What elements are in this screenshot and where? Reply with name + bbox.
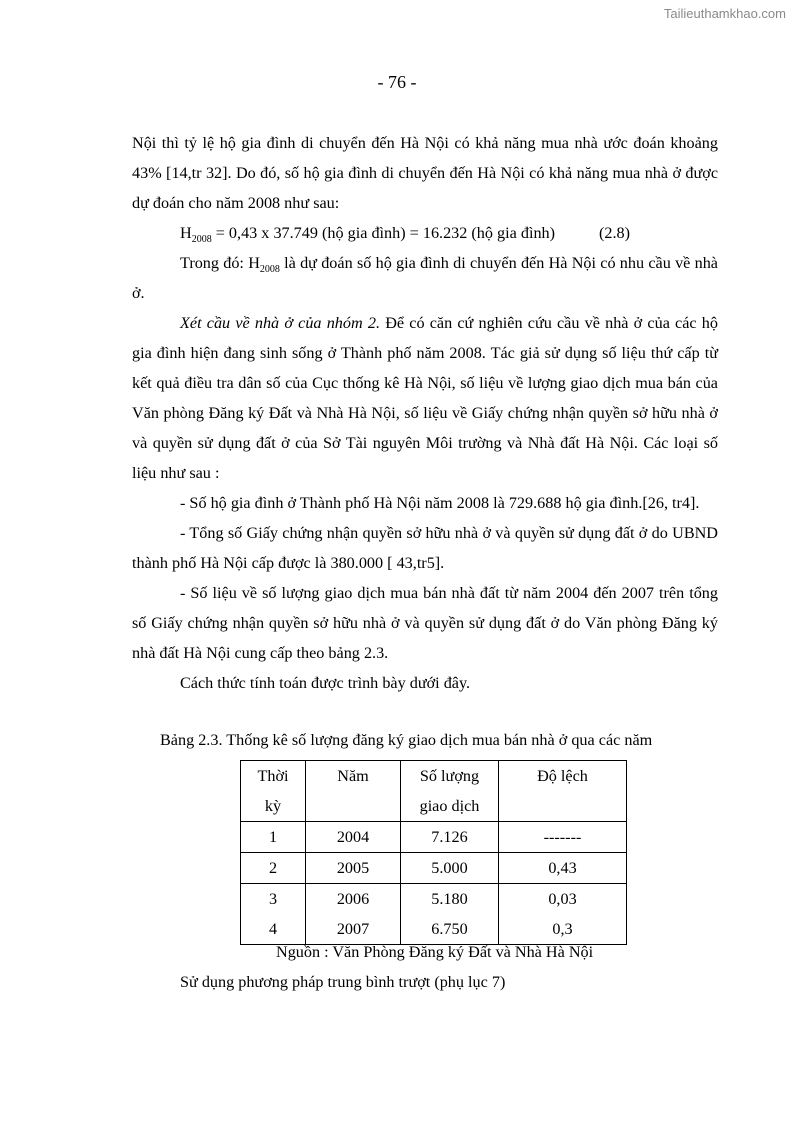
cell-count: 7.126 bbox=[401, 822, 499, 853]
formula-lhs: H bbox=[180, 224, 192, 242]
paragraph-2-post: là dự đoán số hộ gia đình di chuyển đến Hà Nội có nhu cầu về nhà ở. bbox=[132, 254, 718, 302]
table-caption: Bảng 2.3. Thống kê số lượng đăng ký giao dịch mua bán nhà ở qua các năm bbox=[160, 731, 653, 749]
header-period: Thời kỳ bbox=[241, 761, 306, 822]
table-source: Nguồn : Văn Phòng Đăng ký Đất và Nhà Hà Nội bbox=[276, 943, 594, 961]
paragraph-5: Sử dụng phương pháp trung bình trượt (phụ lục 7) bbox=[180, 973, 506, 991]
cell-period: 4 bbox=[241, 914, 306, 945]
paragraph-2-subscript: 2008 bbox=[259, 264, 280, 276]
paragraph-2-pre: Trong đó: H bbox=[180, 254, 260, 272]
cell-year: 2007 bbox=[306, 914, 401, 945]
paragraph-1: Nội thì tỷ lệ hộ gia đình di chuyển đến Hà Nội có khả năng mua nhà ước đoán khoảng 43% [14,tr 32]. Do đó, số hộ gia đình di chuyển đến Hà Nội có khả năng mua nhà ở được dự đoán cho năm 2008 như sau: bbox=[132, 134, 718, 212]
cell-deviation: 0,43 bbox=[499, 853, 627, 884]
paragraph-2 bbox=[132, 248, 718, 308]
paragraph-3 bbox=[132, 308, 718, 488]
formula-rhs: = 0,43 x 37.749 (hộ gia đình) = 16.232 (hộ gia đình) bbox=[211, 224, 556, 242]
cell-period: 1 bbox=[241, 822, 306, 853]
transaction-table bbox=[240, 760, 627, 945]
cell-period: 2 bbox=[241, 853, 306, 884]
table-row bbox=[241, 884, 627, 915]
equation-number: (2.8) bbox=[599, 224, 631, 242]
cell-count: 6.750 bbox=[401, 914, 499, 945]
cell-year: 2005 bbox=[306, 853, 401, 884]
table-row bbox=[241, 853, 627, 884]
body-text bbox=[132, 128, 718, 698]
cell-deviation: ------- bbox=[499, 822, 627, 853]
bullet-item: - Số hộ gia đình ở Thành phố Hà Nội năm 2008 là 729.688 hộ gia đình.[26, tr4]. bbox=[180, 494, 700, 512]
paragraph-3-italic-heading: Xét cầu về nhà ở của nhóm 2. bbox=[180, 314, 381, 332]
header-count: Số lượng giao dịch bbox=[401, 761, 499, 822]
bullet-item: - Số liệu về số lượng giao dịch mua bán nhà đất từ năm 2004 đến 2007 trên tổng số Giấy chứng nhận quyền sở hữu nhà ở và quyền sử dụng đất ở do Văn phòng Đăng ký nhà đất Hà Nội cung cấp theo bảng 2.3. bbox=[132, 584, 718, 662]
table-row bbox=[241, 822, 627, 853]
table-row bbox=[241, 914, 627, 945]
formula-lhs-subscript: 2008 bbox=[191, 234, 212, 246]
paragraph-4: Cách thức tính toán được trình bày dưới đây. bbox=[180, 674, 471, 692]
cell-year: 2004 bbox=[306, 822, 401, 853]
table-header-row bbox=[241, 761, 627, 822]
cell-deviation: 0,3 bbox=[499, 914, 627, 945]
page-number: - 76 - bbox=[377, 72, 417, 92]
cell-year: 2006 bbox=[306, 884, 401, 915]
bullet-item: - Tổng số Giấy chứng nhận quyền sở hữu nhà ở và quyền sử dụng đất ở do UBND thành phố Hà Nội cấp được là 380.000 [ 43,tr5]. bbox=[132, 524, 718, 572]
cell-count: 5.000 bbox=[401, 853, 499, 884]
header-deviation: Độ lệch bbox=[499, 761, 627, 822]
formula-2-8 bbox=[132, 218, 718, 248]
cell-period: 3 bbox=[241, 884, 306, 915]
cell-deviation: 0,03 bbox=[499, 884, 627, 915]
header-year: Năm bbox=[306, 761, 401, 822]
paragraph-3-rest: Để có căn cứ nghiên cứu cầu về nhà ở của các hộ gia đình hiện đang sinh sống ở Thành phố năm 2008. Tác giả sử dụng số liệu thứ cấp từ kết quả điều tra dân số của Cục thống kê Hà Nội, số liệu về lượng giao dịch mua bán của Văn phòng Đăng ký Đất và Nhà Hà Nội, số liệu về Giấy chứng nhận quyền sở hữu nhà ở và quyền sử dụng đất ở của Sở Tài nguyên Môi trường và Nhà đất Hà Nội. Các loại số liệu như sau : bbox=[132, 314, 718, 482]
watermark: Tailieuthamkhao.com bbox=[663, 6, 786, 21]
cell-count: 5.180 bbox=[401, 884, 499, 915]
